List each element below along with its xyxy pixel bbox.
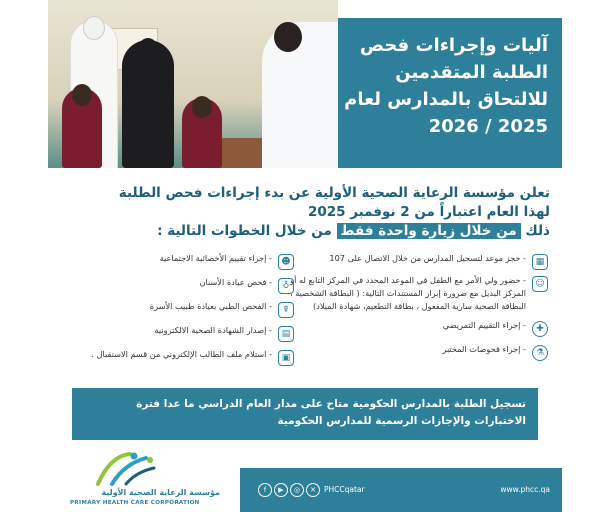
announcement-text bbox=[60, 184, 550, 241]
family-icon: ☺ bbox=[532, 276, 548, 292]
father-head bbox=[83, 16, 105, 40]
announcement-poster bbox=[48, 0, 562, 512]
announcement-line-2: لهذا العام اعتباراً من 2 نوفمبر 2025 bbox=[307, 204, 550, 220]
nurse-icon: ✚ bbox=[532, 321, 548, 337]
announcement-line-3-suffix: من خلال الخطوات التالية : bbox=[157, 223, 337, 239]
social-icon: ☻ bbox=[278, 254, 294, 270]
file-icon: ▣ bbox=[278, 350, 294, 366]
logo-name-english: PRIMARY HEALTH CARE CORPORATION bbox=[70, 500, 200, 506]
facebook-icon[interactable]: f bbox=[258, 483, 272, 497]
footer-bar bbox=[240, 468, 562, 512]
phcc-logo bbox=[70, 450, 220, 508]
calendar-icon: ▦ bbox=[532, 254, 548, 270]
doctor-icon: ☤ bbox=[278, 302, 294, 318]
mother-head bbox=[138, 38, 158, 60]
notice-band bbox=[72, 388, 538, 440]
certificate-icon: ▤ bbox=[278, 326, 294, 342]
youtube-icon[interactable]: ▶ bbox=[274, 483, 288, 497]
list-item: ✚ - إجراء التقييم التمريضي bbox=[286, 319, 548, 337]
notice-text: تسجيل الطلبة بالمدارس الحكومية متاح على مدار العام الدراسي ما عدا فترة الاختبارات والإجازات الرسمية للمدارس الحكومية bbox=[136, 398, 526, 427]
instagram-icon[interactable]: ◎ bbox=[290, 483, 304, 497]
tooth-icon: ♁ bbox=[278, 278, 294, 294]
page-title: آليات وإجراءات فحص الطلبة المتقدمين للالتحاق بالمدارس لعام 2025 / 2026 bbox=[344, 35, 548, 137]
announcement-line-1: تعلن مؤسسة الرعاية الصحية الأولية عن بدء إجراءات فحص الطلبة bbox=[118, 185, 550, 201]
website-link[interactable]: www.phcc.qa bbox=[500, 485, 550, 494]
lab-icon: ⚗ bbox=[532, 345, 548, 361]
announcement-line-3-prefix: ذلك bbox=[520, 223, 550, 239]
doctor-head bbox=[274, 22, 302, 52]
list-item: ▤ - إصدار الشهادة الصحية الالكترونية bbox=[58, 324, 294, 343]
list-item: ▦ - حجز موعد لتسجيل المدارس من خلال الاتصال على 107 bbox=[286, 252, 548, 268]
girl-head-right bbox=[192, 96, 212, 118]
social-handle[interactable]: PHCCqatar bbox=[324, 485, 365, 494]
list-item: ☻ - إجراء تقييم الأخصائية الاجتماعية bbox=[58, 252, 294, 271]
list-item: ☤ - الفحص الطبي بعيادة طبيب الأسرة bbox=[58, 300, 294, 319]
list-item: ♁ - فحص عيادة الأسنان bbox=[58, 276, 294, 295]
logo-name-arabic: مؤسسة الرعاية الصحية الأولية bbox=[101, 488, 220, 497]
list-item: ⚗ - إجراء فحوصات المختبر bbox=[286, 343, 548, 361]
steps-column-left bbox=[58, 252, 294, 372]
list-item: ▣ - استلام ملف الطالب الإلكتروني من قسم الاستقبال . bbox=[58, 348, 294, 367]
steps-column-right bbox=[286, 252, 548, 367]
header-photo bbox=[48, 0, 338, 168]
x-icon[interactable]: ✕ bbox=[306, 483, 320, 497]
title-box bbox=[338, 18, 562, 168]
phcc-logo-mark-icon bbox=[90, 450, 160, 490]
list-item: ☺ - حضور ولي الأمر مع الطفل في الموعد المحدد في المركز التابع له أو المركز البديل مع ضرورة إبراز المستندات التالية: ( البطاقة الشخصية ، البطاقة الصحية سارية المفعول ، بطاقة التطعيم، شهادة الميلاد) bbox=[286, 274, 548, 313]
announcement-highlight: من خلال زيارة واحدة فقط bbox=[337, 223, 521, 239]
girl-head-left bbox=[72, 84, 92, 106]
